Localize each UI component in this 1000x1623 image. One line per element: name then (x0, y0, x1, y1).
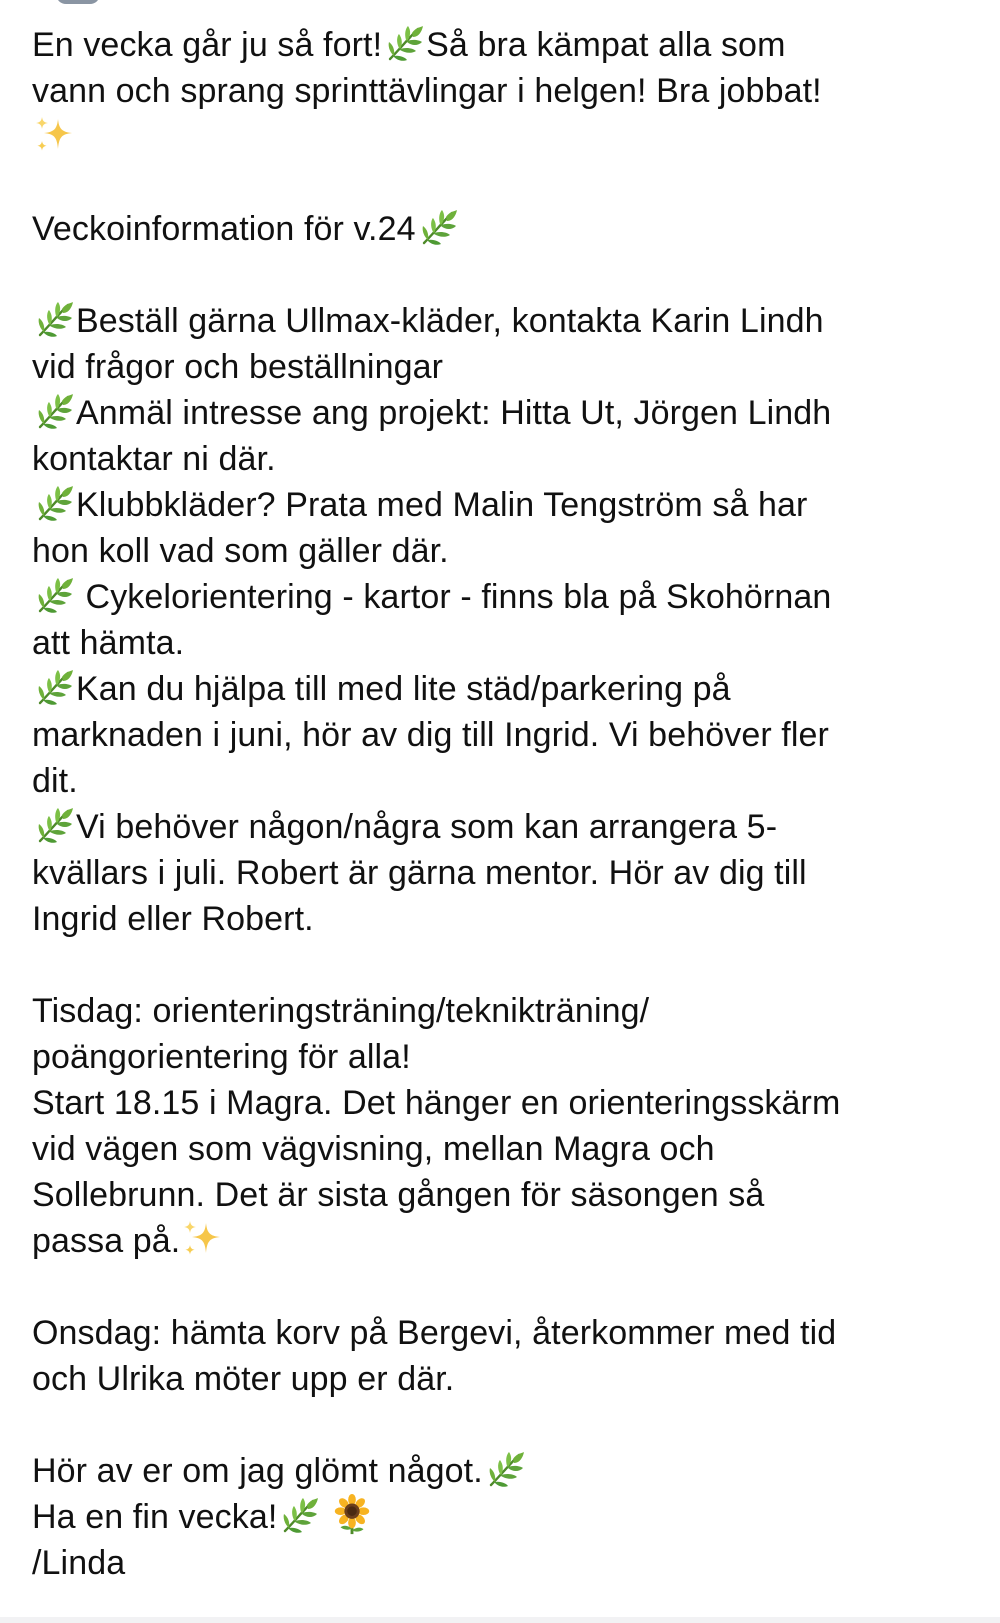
tuesday-text: passa på. (32, 1222, 181, 1260)
list-item (32, 298, 982, 344)
tuesday-line: Sollebrunn. Det är sista gången för säsongen så (32, 1176, 765, 1214)
list-item-text: Anmäl intresse ang projekt: Hitta Ut, Jörgen Lindh (76, 394, 832, 432)
tuesday-line: vid vägen som vägvisning, mellan Magra och (32, 1130, 715, 1168)
sparkles-icon (32, 113, 76, 157)
week-title (32, 206, 982, 252)
sunflower-icon (331, 1494, 373, 1536)
herb-icon (483, 1447, 527, 1491)
list-item-cont: kontaktar ni där. (32, 440, 276, 478)
post-text (32, 22, 982, 1586)
list-item-cont: att hämta. (32, 624, 185, 662)
tuesday-line: Tisdag: orienteringsträning/teknikträning/ (32, 992, 650, 1030)
blank-line (32, 1264, 982, 1310)
sparkles-icon (180, 1217, 224, 1261)
herb-icon (32, 481, 76, 525)
herb-icon (416, 205, 460, 249)
wednesday-line: och Ulrika möter upp er där. (32, 1360, 455, 1398)
wednesday-line: Onsdag: hämta korv på Bergevi, återkommer med tid (32, 1314, 837, 1352)
herb-icon (32, 665, 76, 709)
herb-icon (32, 297, 76, 341)
list-item (32, 666, 982, 712)
herb-icon (277, 1493, 321, 1537)
intro-text-a: En vecka går ju så fort! (32, 26, 383, 64)
closing-line (32, 1494, 982, 1540)
list-item (32, 390, 982, 436)
list-item-text: Vi behöver någon/några som kan arrangera 5- (76, 808, 778, 846)
closing-text: Hör av er om jag glömt något. (32, 1452, 483, 1490)
list-item-cont: dit. (32, 762, 78, 800)
blank-line (32, 1402, 982, 1448)
list-item (32, 482, 982, 528)
tuesday-line: Start 18.15 i Magra. Det hänger en orienteringsskärm (32, 1084, 841, 1122)
blank-line (32, 160, 982, 206)
closing-line (32, 1448, 982, 1494)
tuesday-line: poängorientering för alla! (32, 1038, 411, 1076)
list-item-text: Beställ gärna Ullmax-kläder, kontakta Karin Lindh (76, 302, 824, 340)
signature: /Linda (32, 1544, 126, 1582)
list-item-text: Cykelorientering - kartor - finns bla på Skohörnan (76, 578, 832, 616)
list-item-cont: Ingrid eller Robert. (32, 900, 314, 938)
intro-line-2: vann och sprang sprinttävlingar i helgen! Bra jobbat! (32, 72, 822, 110)
week-title-text: Veckoinformation för v.24 (32, 210, 416, 248)
list-item-text: Klubbkläder? Prata med Malin Tengström så har (76, 486, 808, 524)
intro-line-1 (32, 22, 982, 68)
closing-text: Ha en fin vecka! (32, 1498, 278, 1536)
list-item (32, 574, 982, 620)
intro-text-b: Så bra kämpat alla som (426, 26, 786, 64)
list-item-text: Kan du hjälpa till med lite städ/parkering på (76, 670, 731, 708)
avatar (56, 0, 100, 4)
tuesday-line-last (32, 1218, 982, 1264)
list-item-cont: hon koll vad som gäller där. (32, 532, 449, 570)
blank-line (32, 942, 982, 988)
herb-icon (382, 21, 426, 65)
divider (0, 1617, 1000, 1623)
list-item-cont: marknaden i juni, hör av dig till Ingrid. Vi behöver fler (32, 716, 829, 754)
list-item-cont: vid frågor och beställningar (32, 348, 444, 386)
herb-icon (32, 573, 76, 617)
list-item-cont: kvällars i juli. Robert är gärna mentor. Hör av dig till (32, 854, 807, 892)
list-item (32, 804, 982, 850)
herb-icon (32, 803, 76, 847)
blank-line (32, 252, 982, 298)
intro-line-3 (32, 114, 982, 160)
herb-icon (32, 389, 76, 433)
